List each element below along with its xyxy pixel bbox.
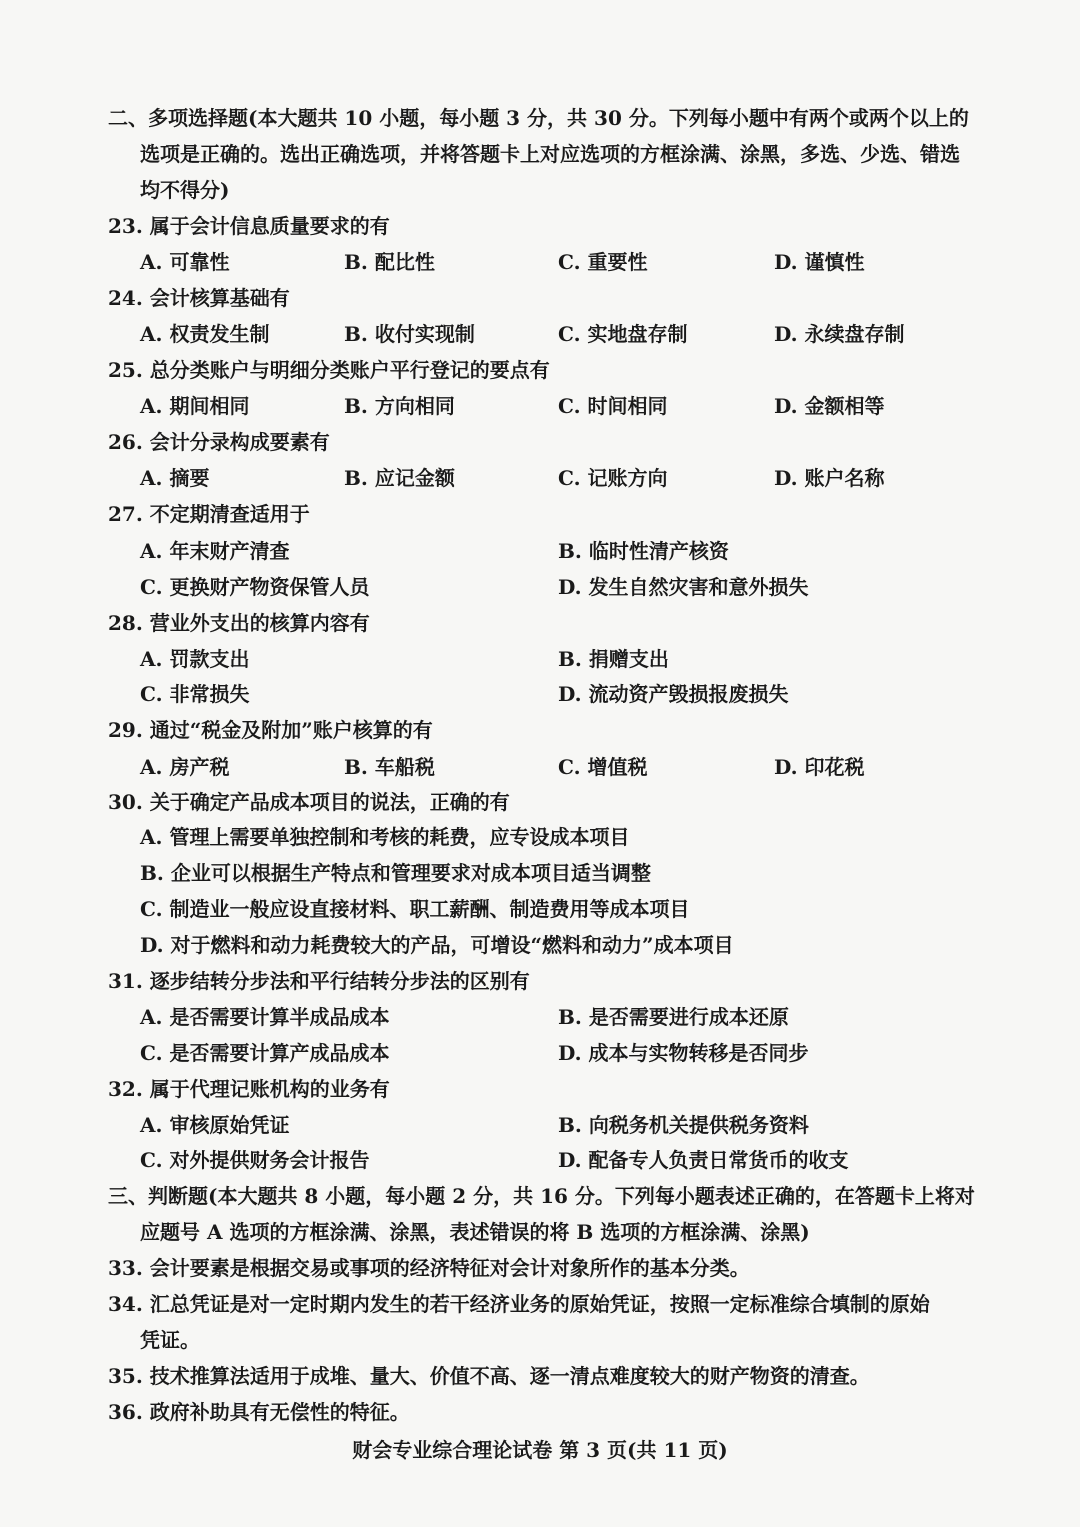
q26-option-c: C. 记账方向	[558, 466, 668, 490]
question-34-cont: 凭证。	[140, 1328, 200, 1352]
q31-option-a: A. 是否需要计算半成品成本	[140, 1005, 390, 1029]
q27-option-b: B. 临时性清产核资	[558, 539, 729, 563]
q23-option-a: A. 可靠性	[140, 250, 230, 274]
q23-option-d: D. 谨慎性	[774, 250, 865, 274]
question-26: 26. 会计分录构成要素有	[108, 430, 330, 454]
q25-option-a: A. 期间相同	[140, 394, 250, 418]
q26-option-d: D. 账户名称	[774, 466, 885, 490]
section-3-heading-cont: 应题号 A 选项的方框涂满、涂黑，表述错误的将 B 选项的方框涂满、涂黑)	[140, 1220, 810, 1244]
q30-option-b: B. 企业可以根据生产特点和管理要求对成本项目适当调整	[140, 861, 651, 885]
q32-option-d: D. 配备专人负责日常货币的收支	[558, 1148, 849, 1172]
q23-option-c: C. 重要性	[558, 250, 648, 274]
question-31: 31. 逐步结转分步法和平行结转分步法的区别有	[108, 969, 530, 993]
q24-option-a: A. 权责发生制	[140, 322, 270, 346]
q24-option-d: D. 永续盘存制	[774, 322, 905, 346]
question-28: 28. 营业外支出的核算内容有	[108, 611, 370, 635]
q32-option-c: C. 对外提供财务会计报告	[140, 1148, 370, 1172]
section-2-heading-cont: 均不得分)	[140, 178, 230, 202]
q25-option-c: C. 时间相同	[558, 394, 668, 418]
q31-option-b: B. 是否需要进行成本还原	[558, 1005, 789, 1029]
question-34: 34. 汇总凭证是对一定时期内发生的若干经济业务的原始凭证，按照一定标准综合填制的原始	[108, 1292, 930, 1316]
q25-option-d: D. 金额相等	[774, 394, 885, 418]
q24-option-b: B. 收付实现制	[344, 322, 475, 346]
q30-option-a: A. 管理上需要单独控制和考核的耗费，应专设成本项目	[140, 825, 630, 849]
q28-option-b: B. 捐赠支出	[558, 647, 669, 671]
q29-option-b: B. 车船税	[344, 755, 435, 779]
q28-option-a: A. 罚款支出	[140, 647, 250, 671]
section-2-heading-cont: 选项是正确的。选出正确选项，并将答题卡上对应选项的方框涂满、涂黑，多选、少选、错选	[140, 142, 960, 166]
question-32: 32. 属于代理记账机构的业务有	[108, 1077, 390, 1101]
q32-option-b: B. 向税务机关提供税务资料	[558, 1113, 809, 1137]
question-27: 27. 不定期清查适用于	[108, 502, 310, 526]
q27-option-c: C. 更换财产物资保管人员	[140, 575, 370, 599]
q24-option-c: C. 实地盘存制	[558, 322, 688, 346]
q31-option-d: D. 成本与实物转移是否同步	[558, 1041, 809, 1065]
q28-option-d: D. 流动资产毁损报废损失	[558, 682, 789, 706]
section-3-heading: 三、判断题(本大题共 8 小题，每小题 2 分，共 16 分。下列每小题表述正确的，在答题卡上将对	[108, 1184, 975, 1208]
question-36: 36. 政府补助具有无偿性的特征。	[108, 1400, 410, 1424]
q27-option-d: D. 发生自然灾害和意外损失	[558, 575, 809, 599]
q29-option-c: C. 增值税	[558, 755, 648, 779]
q31-option-c: C. 是否需要计算产成品成本	[140, 1041, 390, 1065]
q28-option-c: C. 非常损失	[140, 682, 250, 706]
question-33: 33. 会计要素是根据交易或事项的经济特征对会计对象所作的基本分类。	[108, 1256, 750, 1280]
question-24: 24. 会计核算基础有	[108, 286, 290, 310]
q29-option-a: A. 房产税	[140, 755, 230, 779]
page-footer: 财会专业综合理论试卷 第 3 页(共 11 页)	[352, 1438, 728, 1462]
question-30: 30. 关于确定产品成本项目的说法，正确的有	[108, 790, 510, 814]
q26-option-b: B. 应记金额	[344, 466, 455, 490]
q30-option-c: C. 制造业一般应设直接材料、职工薪酬、制造费用等成本项目	[140, 897, 690, 921]
question-23: 23. 属于会计信息质量要求的有	[108, 214, 390, 238]
q25-option-b: B. 方向相同	[344, 394, 455, 418]
q32-option-a: A. 审核原始凭证	[140, 1113, 290, 1137]
q29-option-d: D. 印花税	[774, 755, 865, 779]
q23-option-b: B. 配比性	[344, 250, 435, 274]
question-35: 35. 技术推算法适用于成堆、量大、价值不高、逐一清点难度较大的财产物资的清查。	[108, 1364, 870, 1388]
section-2-heading: 二、多项选择题(本大题共 10 小题，每小题 3 分，共 30 分。下列每小题中有两个或两个以上的	[108, 106, 969, 130]
question-29: 29. 通过“税金及附加”账户核算的有	[108, 718, 433, 742]
q26-option-a: A. 摘要	[140, 466, 210, 490]
q27-option-a: A. 年末财产清查	[140, 539, 290, 563]
question-25: 25. 总分类账户与明细分类账户平行登记的要点有	[108, 358, 550, 382]
q30-option-d: D. 对于燃料和动力耗费较大的产品，可增设“燃料和动力”成本项目	[140, 933, 734, 957]
